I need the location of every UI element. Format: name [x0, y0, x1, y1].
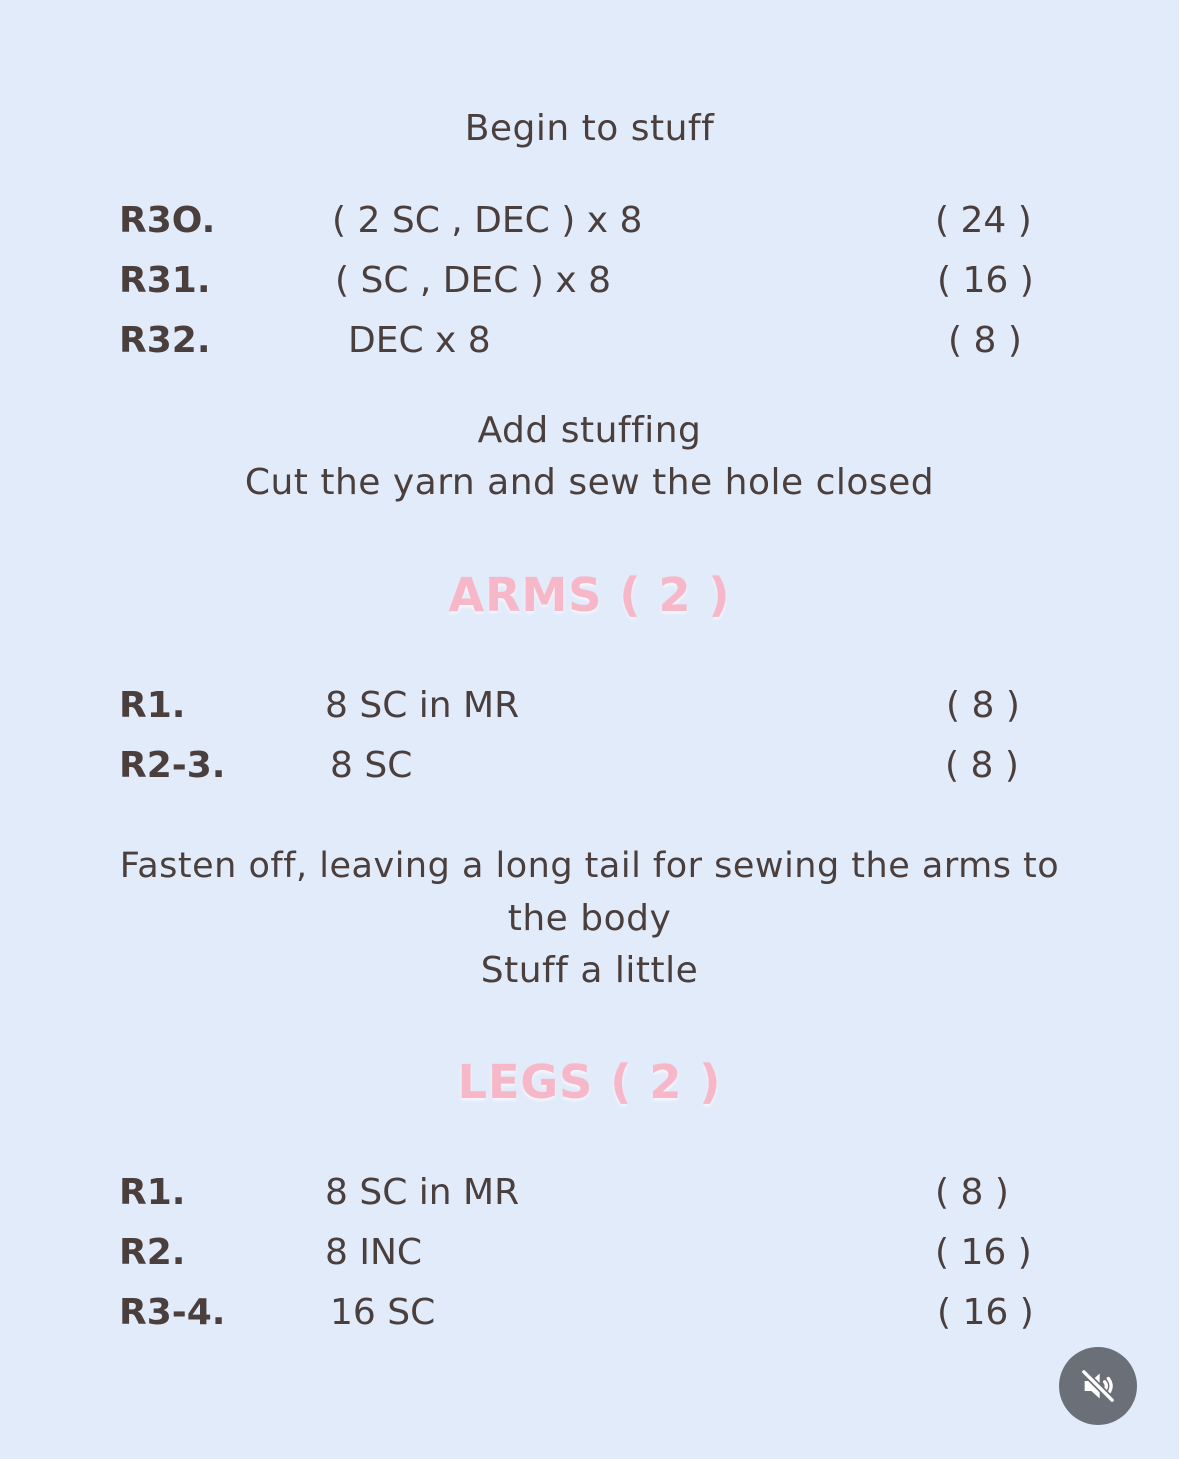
arms-row-label-r1: R1.: [119, 685, 186, 726]
arms-row-count-r2-3: ( 8 ): [945, 745, 1019, 786]
legs-row-instruction-r1: 8 SC in MR: [325, 1172, 520, 1213]
row-instruction-r30: ( 2 SC , DEC ) x 8: [332, 200, 643, 241]
arms-row-instruction-r2-3: 8 SC: [330, 745, 413, 786]
legs-row-instruction-r3-4: 16 SC: [330, 1292, 436, 1333]
add-stuffing-note: Add stuffing: [477, 410, 702, 451]
mute-toggle-button[interactable]: [1059, 1347, 1137, 1425]
row-count-r30: ( 24 ): [935, 200, 1032, 241]
legs-row-label-r1: R1.: [119, 1172, 186, 1213]
legs-row-instruction-r2: 8 INC: [325, 1232, 423, 1273]
row-instruction-r32: DEC x 8: [348, 320, 491, 361]
row-instruction-r31: ( SC , DEC ) x 8: [335, 260, 611, 301]
arms-row-count-r1: ( 8 ): [946, 685, 1020, 726]
row-count-r32: ( 8 ): [948, 320, 1022, 361]
legs-row-count-r2: ( 16 ): [935, 1232, 1032, 1273]
row-label-r30: R3O.: [119, 200, 216, 241]
arms-the-body-note: the body: [507, 898, 672, 939]
legs-row-count-r3-4: ( 16 ): [937, 1292, 1034, 1333]
legs-row-label-r3-4: R3-4.: [119, 1292, 226, 1333]
cut-yarn-note: Cut the yarn and sew the hole closed: [244, 462, 935, 503]
row-count-r31: ( 16 ): [937, 260, 1034, 301]
arms-section-title: ARMS ( 2 ): [448, 568, 731, 622]
legs-section-title: LEGS ( 2 ): [457, 1055, 722, 1109]
arms-row-instruction-r1: 8 SC in MR: [325, 685, 520, 726]
arms-row-label-r2-3: R2-3.: [119, 745, 226, 786]
begin-to-stuff-heading: Begin to stuff: [464, 108, 715, 149]
arms-stuff-note: Stuff a little: [480, 950, 699, 991]
legs-row-count-r1: ( 8 ): [935, 1172, 1009, 1213]
row-label-r32: R32.: [119, 320, 211, 361]
arms-fasten-off-note: Fasten off, leaving a long tail for sewing the arms to: [119, 846, 1060, 886]
row-label-r31: R31.: [119, 260, 211, 301]
speaker-muted-icon: [1078, 1366, 1118, 1406]
legs-row-label-r2: R2.: [119, 1232, 186, 1273]
